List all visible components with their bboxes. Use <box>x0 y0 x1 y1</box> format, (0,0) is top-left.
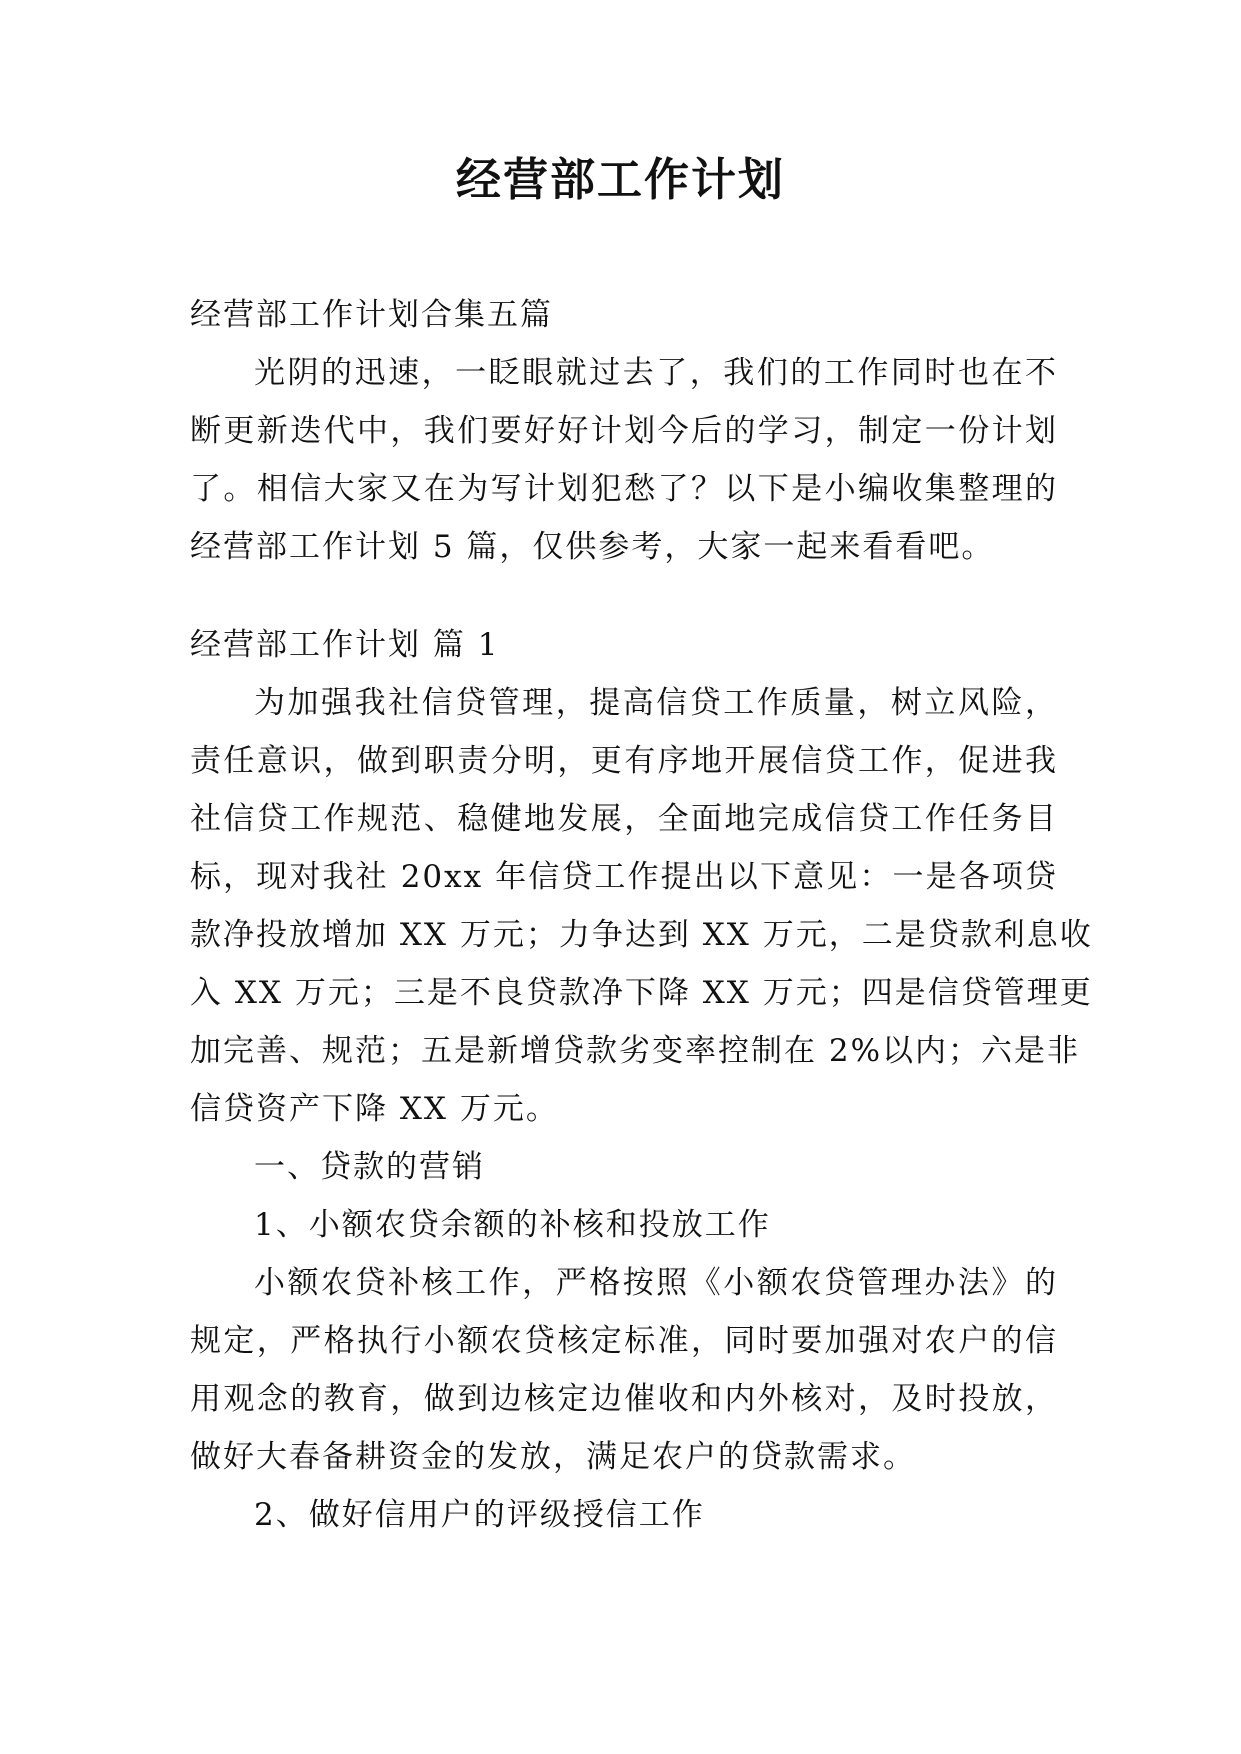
subsection-heading: 1、小额农贷余额的补核和投放工作 <box>254 1207 771 1243</box>
section-line: 入 XX 万元；三是不良贷款净下降 XX 万元；四是信贷管理更 <box>190 975 1093 1011</box>
paragraph-line: 小额农贷补核工作，严格按照《小额农贷管理办法》的 <box>254 1265 1058 1301</box>
document-body <box>190 286 1093 1544</box>
section-line: 社信贷工作规范、稳健地发展，全面地完成信贷工作任务目 <box>190 801 1058 837</box>
section-heading: 经营部工作计划 篇 1 <box>190 627 500 663</box>
section-line: 为加强我社信贷管理，提高信贷工作质量，树立风险， <box>254 685 1058 721</box>
section-line: 款净投放增加 XX 万元；力争达到 XX 万元，二是贷款利息收 <box>190 917 1093 953</box>
subsection-heading: 一、贷款的营销 <box>254 1149 485 1185</box>
section-line: 责任意识，做到职责分明，更有序地开展信贷工作，促进我 <box>190 743 1058 779</box>
paragraph-spacer <box>190 576 1058 616</box>
section-line: 加完善、规范；五是新增贷款劣变率控制在 2%以内；六是非 <box>190 1033 1081 1069</box>
document-subtitle: 经营部工作计划合集五篇 <box>190 297 553 333</box>
document-title: 经营部工作计划 <box>455 153 785 206</box>
section-line: 标，现对我社 20xx 年信贷工作提出以下意见：一是各项贷 <box>190 859 1058 895</box>
intro-line: 断更新迭代中，我们要好好计划今后的学习，制定一份计划 <box>190 413 1058 449</box>
intro-line: 了。相信大家又在为写计划犯愁了？以下是小编收集整理的 <box>190 471 1058 507</box>
section-line: 信贷资产下降 XX 万元。 <box>190 1091 559 1127</box>
intro-line: 经营部工作计划 5 篇，仅供参考，大家一起来看看吧。 <box>190 529 995 565</box>
paragraph-line: 用观念的教育，做到边核定边催收和内外核对，及时投放， <box>190 1381 1058 1417</box>
paragraph-line: 规定，严格执行小额农贷核定标准，同时要加强对农户的信 <box>190 1323 1058 1359</box>
intro-line: 光阴的迅速，一眨眼就过去了，我们的工作同时也在不 <box>254 355 1058 391</box>
paragraph-line: 做好大春备耕资金的发放，满足农户的贷款需求。 <box>190 1439 916 1475</box>
subsection-heading: 2、做好信用户的评级授信工作 <box>254 1497 705 1533</box>
